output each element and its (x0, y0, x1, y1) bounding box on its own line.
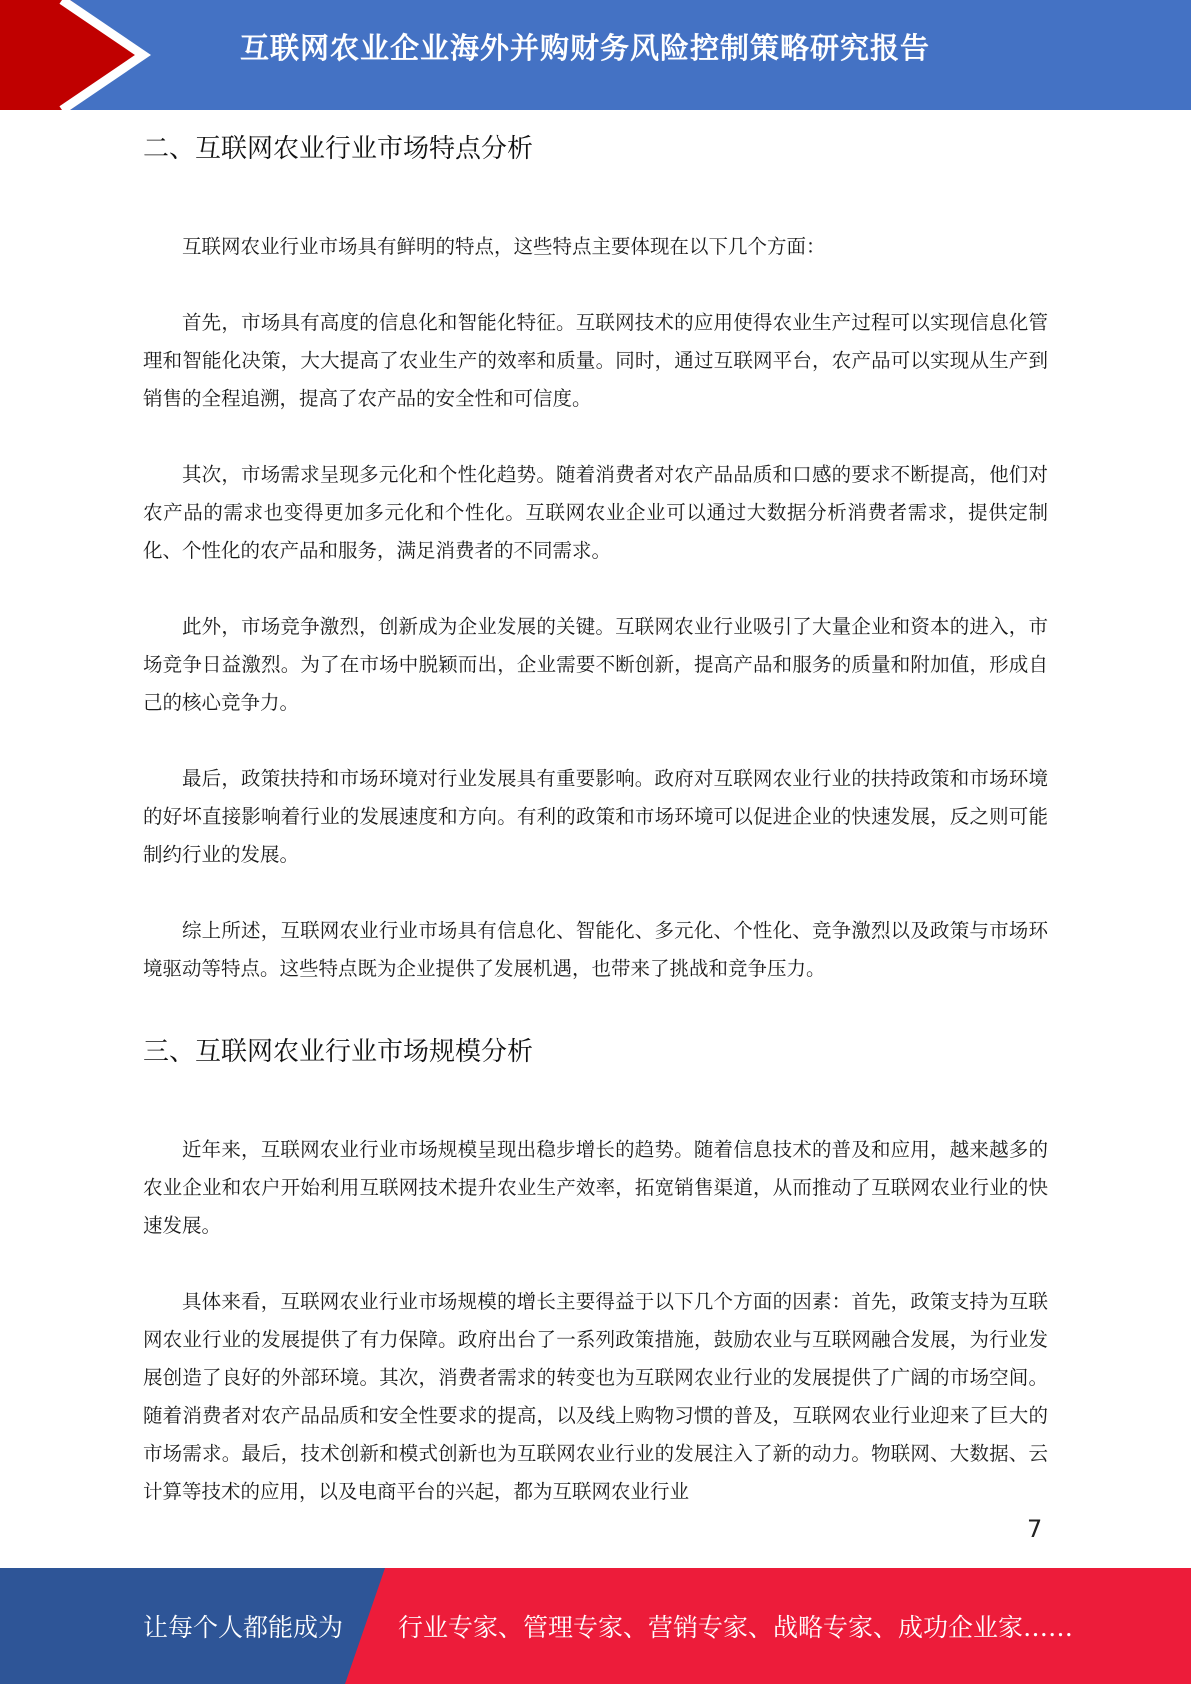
paragraph: 具体来看，互联网农业行业市场规模的增长主要得益于以下几个方面的因素：首先，政策支持为互联网农业行业的发展提供了有力保障。政府出台了一系列政策措施，鼓励农业与互联网融合发展，为行业发展创造了良好的外部环境。其次，消费者需求的转变也为互联网农业行业的发展提供了广阔的市场空间。随着消费者对农产品品质和安全性要求的提高，以及线上购物习惯的普及，互联网农业行业迎来了巨大的市场需求。最后，技术创新和模式创新也为互联网农业行业的发展注入了新的动力。物联网、大数据、云计算等技术的应用，以及电商平台的兴起，都为互联网农业行业 (143, 1290, 1048, 1503)
page-header (0, 0, 1191, 110)
paragraph: 此外，市场竞争激烈，创新成为企业发展的关键。互联网农业行业吸引了大量企业和资本的进入，市场竞争日益激烈。为了在市场中脱颖而出，企业需要不断创新，提高产品和服务的质量和附加值，形成自己的核心竞争力。 (143, 615, 1048, 714)
paragraph: 最后，政策扶持和市场环境对行业发展具有重要影响。政府对互联网农业行业的扶持政策和市场环境的好坏直接影响着行业的发展速度和方向。有利的政策和市场环境可以促进企业的快速发展，反之则可能制约行业的发展。 (143, 767, 1048, 866)
paragraph: 综上所述，互联网农业行业市场具有信息化、智能化、多元化、个性化、竞争激烈以及政策与市场环境驱动等特点。这些特点既为企业提供了发展机遇，也带来了挑战和竞争压力。 (143, 919, 1048, 980)
paragraph: 其次，市场需求呈现多元化和个性化趋势。随着消费者对农产品品质和口感的要求不断提高，他们对农产品的需求也变得更加多元化和个性化。互联网农业企业可以通过大数据分析消费者需求，提供定制化、个性化的农产品和服务，满足消费者的不同需求。 (143, 463, 1048, 562)
footer-slogan-left: 让每个人都能成为 (143, 1613, 344, 1642)
section-heading-market-features: 二、互联网农业行业市场特点分析 (143, 134, 534, 164)
report-title: 互联网农业企业海外并购财务风险控制策略研究报告 (240, 31, 931, 65)
page-content (143, 130, 1048, 1511)
section-heading-market-size: 三、互联网农业行业市场规模分析 (143, 1037, 534, 1067)
page-number: 7 (1027, 1515, 1043, 1543)
paragraph: 互联网农业行业市场具有鲜明的特点，这些特点主要体现在以下几个方面： (182, 235, 826, 258)
page-footer (0, 1568, 1191, 1684)
paragraph: 近年来，互联网农业行业市场规模呈现出稳步增长的趋势。随着信息技术的普及和应用，越来越多的农业企业和农户开始利用互联网技术提升农业生产效率，拓宽销售渠道，从而推动了互联网农业行业的快速发展。 (143, 1138, 1048, 1237)
paragraph: 首先，市场具有高度的信息化和智能化特征。互联网技术的应用使得农业生产过程可以实现信息化管理和智能化决策，大大提高了农业生产的效率和质量。同时，通过互联网平台，农产品可以实现从生产到销售的全程追溯，提高了农产品的安全性和可信度。 (143, 311, 1048, 410)
footer-slogan-right: 行业专家、管理专家、营销专家、战略专家、成功企业家…… (398, 1613, 1074, 1642)
